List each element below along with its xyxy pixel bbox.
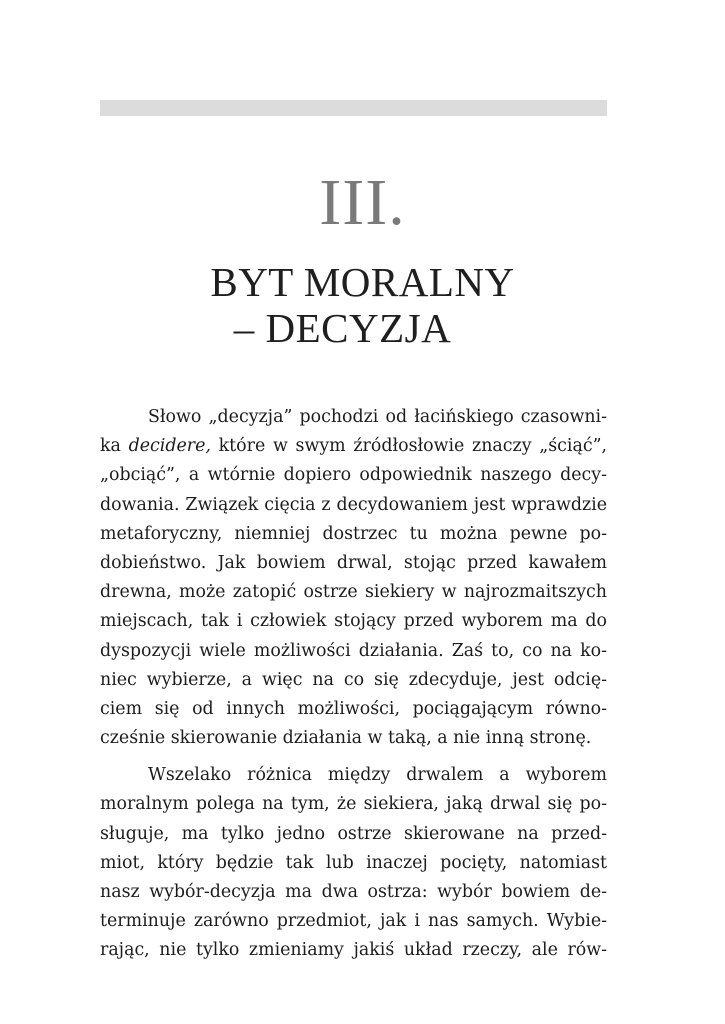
text-run: nasz wybór-decyzja ma dwa ostrza: wybór bowiem de- <box>100 882 607 902</box>
latin-term: decidere, <box>128 436 211 457</box>
header-rule <box>100 100 607 116</box>
text-line <box>100 578 607 607</box>
chapter-title-line-1: BYT MORALNY <box>210 259 515 305</box>
text-line <box>100 820 607 849</box>
text-line <box>100 907 607 936</box>
paragraph <box>100 403 607 753</box>
text-run: dyspozycji wiele możliwości działania. Zaś to, co na ko- <box>100 640 607 661</box>
text-run: Słowo „decyzja” pochodzi od łacińskiego czasowni- <box>148 407 607 427</box>
text-line <box>100 549 607 578</box>
text-run: moralnym polega na tym, że siekiera, jaką drwal się po- <box>100 794 607 815</box>
text-run: dowania. Związek cięcia z decydowaniem jest wprawdzie <box>100 494 607 515</box>
text-line <box>100 724 607 753</box>
text-line <box>100 491 607 520</box>
text-run: Wszelako różnica między drwalem a wyborem <box>148 765 607 786</box>
text-line <box>100 761 607 790</box>
text-run: sługuje, ma tylko jedno ostrze skierowane na przed- <box>100 823 607 844</box>
text-run: rając, nie tylko zmieniamy jakiś układ rzeczy, ale rów- <box>100 940 607 961</box>
text-run: metaforyczny, niemniej dostrzec tu można pewne po- <box>100 523 607 544</box>
text-run: ka <box>100 436 129 457</box>
chapter-number: III. <box>319 166 406 239</box>
text-run: terminuje zarówno przedmiot, jak i nas samych. Wybie- <box>100 911 607 932</box>
text-line <box>100 432 607 461</box>
text-line <box>100 403 607 432</box>
text-line <box>100 849 607 878</box>
text-run: które w swym źródłosłowie znaczy „ściąć”, <box>210 436 607 457</box>
text-line <box>100 607 607 636</box>
text-line <box>100 790 607 819</box>
text-run: niec wybierze, a więc na co się zdecyduje, jest odcię- <box>100 669 607 690</box>
text-line <box>100 461 607 490</box>
text-line <box>100 666 607 695</box>
text-line <box>100 637 607 666</box>
text-line <box>100 936 607 965</box>
text-run: miejscach, tak i człowiek stojący przed wyborem ma do <box>100 611 607 632</box>
chapter-title-line-2: – DECYZJA <box>233 305 452 351</box>
text-run: dobieństwo. Jak bowiem drwal, stojąc przed kawałem <box>100 552 607 573</box>
text-run: „obciąć”, a wtórnie dopiero odpowiednik naszego decy- <box>100 465 607 486</box>
text-line <box>100 878 607 907</box>
body-text <box>100 403 607 966</box>
text-run: ciem się od innych możliwości, pociągającym równo- <box>100 698 607 719</box>
text-line <box>100 695 607 724</box>
text-run: cześnie skierowanie działania w taką, a nie inną stronę. <box>100 728 592 749</box>
text-run: miot, który będzie tak lub inaczej pocięty, natomiast <box>100 852 607 873</box>
text-run: drewna, może zatopić ostrze siekiery w najrozmaitszych <box>100 582 607 603</box>
text-line <box>100 520 607 549</box>
paragraph <box>100 761 607 965</box>
